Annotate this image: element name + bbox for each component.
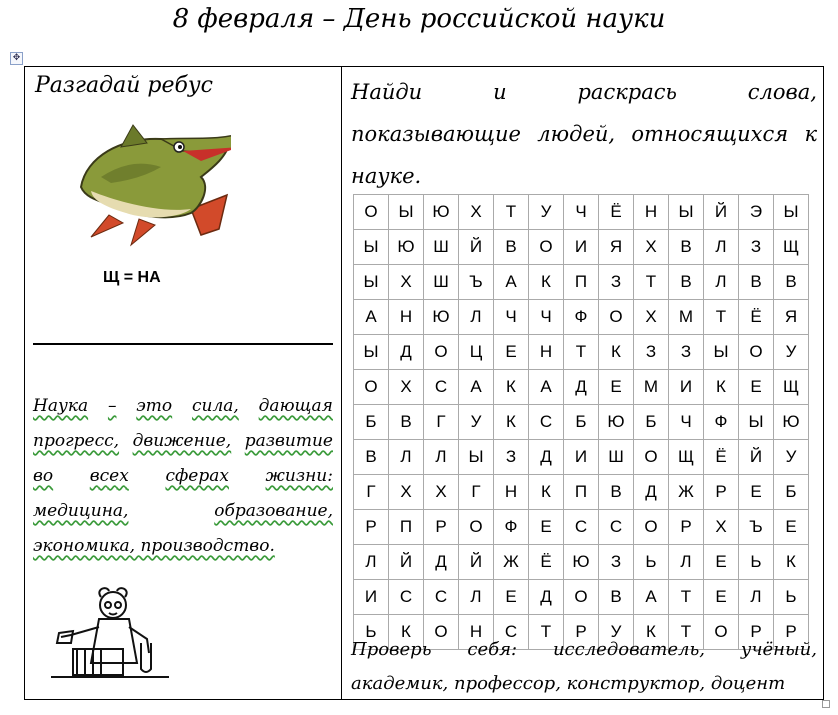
grid-cell[interactable]: Л — [389, 440, 424, 475]
word: людей, — [537, 122, 616, 146]
grid-cell[interactable]: Х — [459, 195, 494, 230]
word: экономика, производство. — [33, 536, 275, 556]
grid-cell[interactable]: Х — [704, 510, 739, 545]
grid-cell[interactable]: В — [494, 230, 529, 265]
grid-cell[interactable]: Х — [389, 370, 424, 405]
content-table — [24, 66, 824, 700]
grid-cell[interactable]: М — [669, 300, 704, 335]
grid-cell[interactable]: Х — [634, 230, 669, 265]
grid-cell[interactable]: С — [529, 405, 564, 440]
grid-cell[interactable]: Й — [459, 545, 494, 580]
grid-cell[interactable]: О — [424, 615, 459, 650]
grid-cell[interactable]: Ф — [494, 510, 529, 545]
grid-cell[interactable]: Т — [669, 615, 704, 650]
grid-cell[interactable]: В — [739, 265, 774, 300]
table-resize-handle[interactable] — [822, 700, 830, 708]
grid-cell[interactable]: Щ — [774, 230, 809, 265]
word: образование, — [214, 501, 333, 521]
grid-cell[interactable]: М — [634, 370, 669, 405]
task-line-3 — [351, 155, 817, 197]
grid-cell[interactable]: К — [704, 370, 739, 405]
grid-cell[interactable]: Д — [634, 475, 669, 510]
grid-cell[interactable]: П — [389, 510, 424, 545]
grid-row — [354, 580, 809, 615]
left-separator-line — [33, 343, 333, 345]
grid-row — [354, 230, 809, 265]
grid-cell[interactable]: О — [564, 580, 599, 615]
grid-cell[interactable]: Ы — [669, 195, 704, 230]
grid-cell[interactable]: Ю — [424, 300, 459, 335]
word: себя: — [467, 639, 518, 660]
grid-cell[interactable]: Ё — [739, 300, 774, 335]
grid-cell[interactable]: Е — [494, 335, 529, 370]
grid-cell[interactable]: Щ — [669, 440, 704, 475]
word: показывающие — [351, 122, 521, 146]
grid-cell[interactable]: Л — [669, 545, 704, 580]
grid-row — [354, 475, 809, 510]
grid-cell[interactable]: Ы — [774, 195, 809, 230]
grid-cell[interactable]: Е — [704, 545, 739, 580]
grid-cell[interactable]: У — [774, 440, 809, 475]
grid-cell[interactable]: З — [494, 440, 529, 475]
word: к — [804, 122, 817, 146]
page-title: 8 февраля – День российской науки — [172, 4, 666, 34]
grid-cell[interactable]: З — [634, 335, 669, 370]
grid-cell[interactable]: И — [669, 370, 704, 405]
check-line-1 — [351, 633, 817, 667]
grid-cell[interactable]: Ю — [599, 405, 634, 440]
grid-cell[interactable]: Ы — [389, 195, 424, 230]
grid-cell[interactable]: С — [564, 510, 599, 545]
grid-cell[interactable]: К — [494, 405, 529, 440]
grid-cell[interactable]: О — [354, 370, 389, 405]
grid-cell[interactable]: З — [669, 335, 704, 370]
grid-cell[interactable]: О — [704, 615, 739, 650]
word: дающая — [258, 396, 333, 416]
grid-cell[interactable]: Б — [774, 475, 809, 510]
grid-cell[interactable]: А — [494, 265, 529, 300]
grid-cell[interactable]: Б — [354, 405, 389, 440]
grid-cell[interactable]: Ж — [669, 475, 704, 510]
task-line-2 — [351, 113, 817, 155]
grid-cell[interactable]: Ы — [739, 405, 774, 440]
grid-cell[interactable]: В — [774, 265, 809, 300]
word: развитие — [244, 431, 333, 451]
grid-cell[interactable]: Ч — [564, 195, 599, 230]
grid-cell[interactable]: Ц — [459, 335, 494, 370]
grid-cell[interactable]: Р — [669, 510, 704, 545]
word: во — [33, 466, 54, 486]
word: сила, — [191, 396, 239, 416]
column-divider — [341, 67, 342, 699]
grid-cell[interactable]: С — [599, 510, 634, 545]
grid-cell[interactable]: У — [529, 195, 564, 230]
grid-cell[interactable]: Г — [424, 405, 459, 440]
grid-cell[interactable]: Г — [354, 475, 389, 510]
grid-cell[interactable]: У — [459, 405, 494, 440]
grid-cell[interactable]: С — [389, 580, 424, 615]
grid-cell[interactable]: О — [634, 440, 669, 475]
science-line-5 — [33, 529, 333, 564]
grid-cell[interactable]: Ю — [424, 195, 459, 230]
grid-cell[interactable]: Г — [459, 475, 494, 510]
grid-cell[interactable]: Ю — [564, 545, 599, 580]
rebus-heading: Разгадай ребус — [35, 73, 213, 98]
grid-cell[interactable]: К — [774, 545, 809, 580]
word: учёный, — [740, 639, 817, 660]
grid-cell[interactable]: О — [739, 335, 774, 370]
grid-cell[interactable]: Т — [494, 195, 529, 230]
grid-cell[interactable]: Я — [599, 230, 634, 265]
science-line-4 — [33, 494, 333, 529]
grid-cell[interactable]: В — [389, 405, 424, 440]
grid-cell[interactable]: О — [424, 335, 459, 370]
check-line-2 — [351, 667, 817, 701]
grid-row — [354, 405, 809, 440]
grid-cell[interactable]: С — [494, 615, 529, 650]
grid-cell[interactable]: О — [634, 510, 669, 545]
grid-cell[interactable]: В — [599, 475, 634, 510]
word: это — [136, 396, 173, 416]
grid-cell[interactable]: Р — [774, 615, 809, 650]
grid-cell[interactable]: Ы — [354, 230, 389, 265]
grid-cell[interactable]: Т — [669, 580, 704, 615]
word: медицина, — [33, 501, 129, 521]
grid-cell[interactable]: Д — [424, 545, 459, 580]
grid-cell[interactable]: К — [634, 615, 669, 650]
grid-cell[interactable]: Х — [389, 475, 424, 510]
word: Проверь — [351, 639, 432, 660]
grid-cell[interactable]: Т — [564, 335, 599, 370]
grid-cell[interactable]: Ъ — [459, 265, 494, 300]
science-line-2 — [33, 424, 333, 459]
grid-cell[interactable]: Ё — [529, 545, 564, 580]
grid-cell[interactable]: Х — [634, 300, 669, 335]
grid-cell[interactable]: Д — [389, 335, 424, 370]
grid-cell[interactable]: Н — [529, 335, 564, 370]
word: – — [107, 396, 117, 416]
grid-cell[interactable]: О — [599, 300, 634, 335]
grid-cell[interactable]: Ф — [564, 300, 599, 335]
grid-cell[interactable]: Ы — [704, 335, 739, 370]
grid-cell[interactable]: Д — [529, 440, 564, 475]
grid-cell[interactable]: Ё — [599, 195, 634, 230]
grid-cell[interactable]: Ь — [739, 545, 774, 580]
science-line-1 — [33, 389, 333, 424]
grid-cell[interactable]: Я — [774, 300, 809, 335]
grid-cell[interactable]: Ш — [424, 265, 459, 300]
grid-cell[interactable]: А — [354, 300, 389, 335]
word: науке. — [351, 164, 422, 188]
grid-cell[interactable]: Б — [634, 405, 669, 440]
grid-cell[interactable]: Л — [354, 545, 389, 580]
grid-cell[interactable]: Щ — [774, 370, 809, 405]
scientist-icon — [51, 583, 171, 683]
grid-cell[interactable]: Ь — [634, 545, 669, 580]
grid-cell[interactable]: Р — [739, 615, 774, 650]
grid-cell[interactable]: Й — [704, 195, 739, 230]
grid-cell[interactable]: Ю — [774, 405, 809, 440]
grid-row — [354, 370, 809, 405]
grid-row — [354, 195, 809, 230]
grid-cell[interactable]: Е — [774, 510, 809, 545]
grid-cell[interactable]: Р — [564, 615, 599, 650]
grid-cell[interactable]: Х — [424, 475, 459, 510]
grid-cell[interactable]: Ш — [599, 440, 634, 475]
task-line-1 — [351, 71, 817, 113]
grid-row — [354, 440, 809, 475]
grid-cell[interactable]: К — [599, 335, 634, 370]
grid-cell[interactable]: К — [529, 475, 564, 510]
grid-cell[interactable]: У — [774, 335, 809, 370]
grid-cell[interactable]: П — [564, 475, 599, 510]
grid-cell[interactable]: Ы — [354, 265, 389, 300]
grid-cell[interactable]: Н — [459, 615, 494, 650]
grid-cell[interactable]: Л — [459, 580, 494, 615]
grid-cell[interactable]: Н — [494, 475, 529, 510]
grid-cell[interactable]: Ы — [354, 335, 389, 370]
grid-cell[interactable]: А — [634, 580, 669, 615]
word: движение, — [132, 431, 232, 451]
grid-cell[interactable]: Т — [529, 615, 564, 650]
grid-cell[interactable]: Л — [704, 230, 739, 265]
task-instructions — [351, 71, 817, 197]
grid-row — [354, 545, 809, 580]
grid-cell[interactable]: Т — [634, 265, 669, 300]
word: сферах — [165, 466, 229, 486]
word: исследователь, — [552, 639, 705, 660]
grid-cell[interactable]: И — [354, 580, 389, 615]
grid-cell[interactable]: К — [494, 370, 529, 405]
grid-cell[interactable]: С — [424, 580, 459, 615]
grid-cell[interactable]: Ч — [529, 300, 564, 335]
grid-cell[interactable]: Р — [354, 510, 389, 545]
grid-cell[interactable]: Э — [739, 195, 774, 230]
word: относящихся — [631, 122, 789, 146]
grid-cell[interactable]: И — [564, 230, 599, 265]
grid-cell[interactable]: Ш — [424, 230, 459, 265]
science-line-3 — [33, 459, 333, 494]
grid-cell[interactable]: В — [669, 265, 704, 300]
grid-cell[interactable]: Е — [704, 580, 739, 615]
grid-cell[interactable]: Т — [704, 300, 739, 335]
grid-cell[interactable]: И — [564, 440, 599, 475]
grid-cell[interactable]: К — [529, 265, 564, 300]
grid-cell[interactable]: Б — [564, 405, 599, 440]
pike-fish-icon — [51, 117, 231, 247]
grid-cell[interactable]: Ф — [704, 405, 739, 440]
word: прогресс, — [33, 431, 120, 451]
grid-cell[interactable]: Ь — [354, 615, 389, 650]
grid-cell[interactable]: Ч — [669, 405, 704, 440]
grid-cell[interactable]: Й — [739, 440, 774, 475]
grid-cell[interactable]: Д — [564, 370, 599, 405]
grid-cell[interactable]: Ы — [459, 440, 494, 475]
grid-row — [354, 265, 809, 300]
grid-cell[interactable]: Ю — [389, 230, 424, 265]
grid-cell[interactable]: О — [354, 195, 389, 230]
grid-cell[interactable]: Ч — [494, 300, 529, 335]
grid-cell[interactable]: Р — [704, 475, 739, 510]
grid-cell[interactable]: Л — [704, 265, 739, 300]
grid-cell[interactable]: З — [599, 545, 634, 580]
grid-cell[interactable]: У — [599, 615, 634, 650]
grid-cell[interactable]: З — [599, 265, 634, 300]
grid-cell[interactable]: Е — [739, 370, 774, 405]
word: Найди — [351, 80, 423, 104]
grid-cell[interactable]: А — [459, 370, 494, 405]
grid-cell[interactable]: Л — [424, 440, 459, 475]
grid-cell[interactable]: Д — [529, 580, 564, 615]
rebus-equation: Щ = НА — [103, 269, 161, 286]
grid-cell[interactable]: Й — [389, 545, 424, 580]
grid-row — [354, 300, 809, 335]
grid-cell[interactable]: З — [739, 230, 774, 265]
word: слова, — [747, 80, 817, 104]
grid-cell[interactable]: Ж — [494, 545, 529, 580]
grid-cell[interactable]: Л — [739, 580, 774, 615]
grid-cell[interactable]: К — [389, 615, 424, 650]
word: всех — [89, 466, 129, 486]
grid-cell[interactable]: Н — [389, 300, 424, 335]
grid-cell[interactable]: Е — [529, 510, 564, 545]
grid-cell[interactable]: Е — [739, 475, 774, 510]
word: жизни: — [265, 466, 333, 486]
grid-cell[interactable]: Е — [599, 370, 634, 405]
grid-cell[interactable]: П — [564, 265, 599, 300]
grid-cell[interactable]: Ь — [774, 580, 809, 615]
grid-cell[interactable]: В — [669, 230, 704, 265]
word: академик, профессор, конструктор, доцент — [351, 673, 786, 694]
grid-row — [354, 335, 809, 370]
word: Наука — [33, 396, 89, 416]
grid-cell[interactable]: В — [599, 580, 634, 615]
table-move-handle-icon[interactable]: ✥ — [10, 52, 23, 65]
grid-cell[interactable]: Ё — [704, 440, 739, 475]
grid-cell[interactable]: О — [459, 510, 494, 545]
grid-cell[interactable]: А — [529, 370, 564, 405]
answer-check — [351, 633, 817, 701]
science-definition — [33, 389, 333, 564]
grid-cell[interactable]: Й — [459, 230, 494, 265]
word: раскрась — [577, 80, 677, 104]
grid-cell[interactable]: Х — [389, 265, 424, 300]
grid-cell[interactable]: Р — [424, 510, 459, 545]
grid-row — [354, 510, 809, 545]
grid-cell[interactable]: Е — [494, 580, 529, 615]
word-search-grid — [353, 194, 809, 650]
word: и — [493, 80, 507, 104]
grid-cell[interactable]: Н — [634, 195, 669, 230]
grid-cell[interactable]: В — [354, 440, 389, 475]
grid-cell[interactable]: Ъ — [739, 510, 774, 545]
grid-cell[interactable]: О — [529, 230, 564, 265]
grid-cell[interactable]: Л — [459, 300, 494, 335]
grid-cell[interactable]: С — [424, 370, 459, 405]
